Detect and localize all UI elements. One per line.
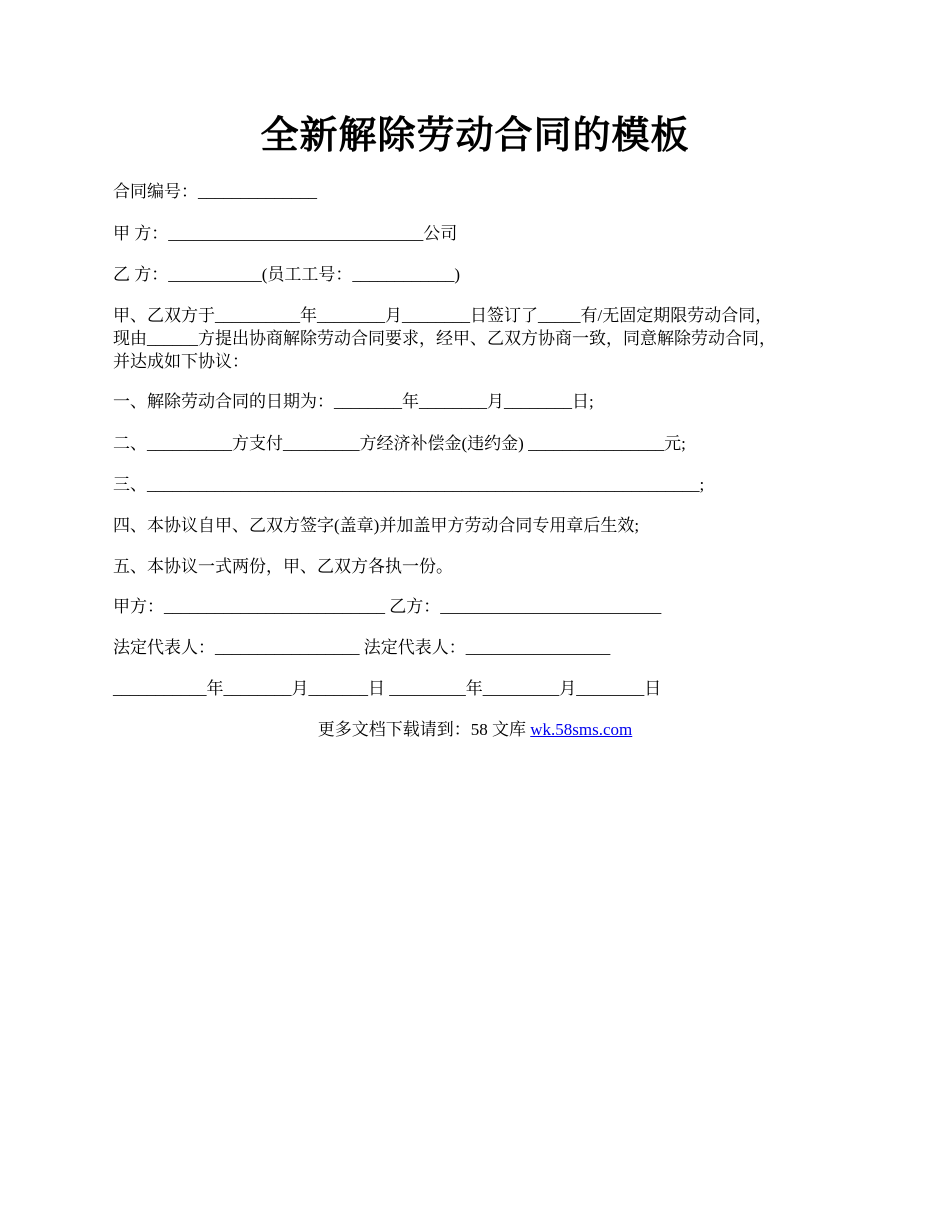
signature-parties-line: 甲方：__________________________ 乙方：__________________________ [113, 597, 662, 616]
intro-line-3: 并达成如下协议： [113, 352, 249, 371]
intro-line-1: 甲、乙双方于__________年________月________日签订了_____有/无固定期限劳动合同， [113, 306, 773, 325]
clause-4: 四、本协议自甲、乙双方签字(盖章)并加盖甲方劳动合同专用章后生效; [113, 516, 640, 535]
footer-link[interactable]: wk.58sms.com [530, 720, 633, 739]
footer-prefix: 更多文档下载请到：58 文库 [317, 720, 531, 739]
contract-number-line: 合同编号：______________ [113, 182, 317, 201]
document-title: 全新解除劳动合同的模板 [260, 115, 690, 157]
footer-download-note [0, 718, 950, 741]
clause-2: 二、__________方支付_________方经济补偿金(违约金) ________________元; [113, 434, 686, 453]
party-a-line: 甲 方：______________________________公司 [113, 224, 458, 243]
intro-line-2: 现由______方提出协商解除劳动合同要求，经甲、乙双方协商一致，同意解除劳动合同， [113, 329, 776, 348]
signature-dates-line: ___________年________月_______日 _________年_________月________日 [113, 679, 662, 698]
clause-1: 一、解除劳动合同的日期为：________年________月________日; [113, 392, 594, 411]
clause-3: 三、_________________________________________________________________; [113, 475, 705, 494]
clause-5: 五、本协议一式两份，甲、乙双方各执一份。 [113, 557, 453, 576]
signature-representatives-line: 法定代表人：_________________ 法定代表人：_________________ [113, 638, 611, 657]
party-b-line: 乙 方：___________(员工工号：____________) [113, 265, 461, 284]
